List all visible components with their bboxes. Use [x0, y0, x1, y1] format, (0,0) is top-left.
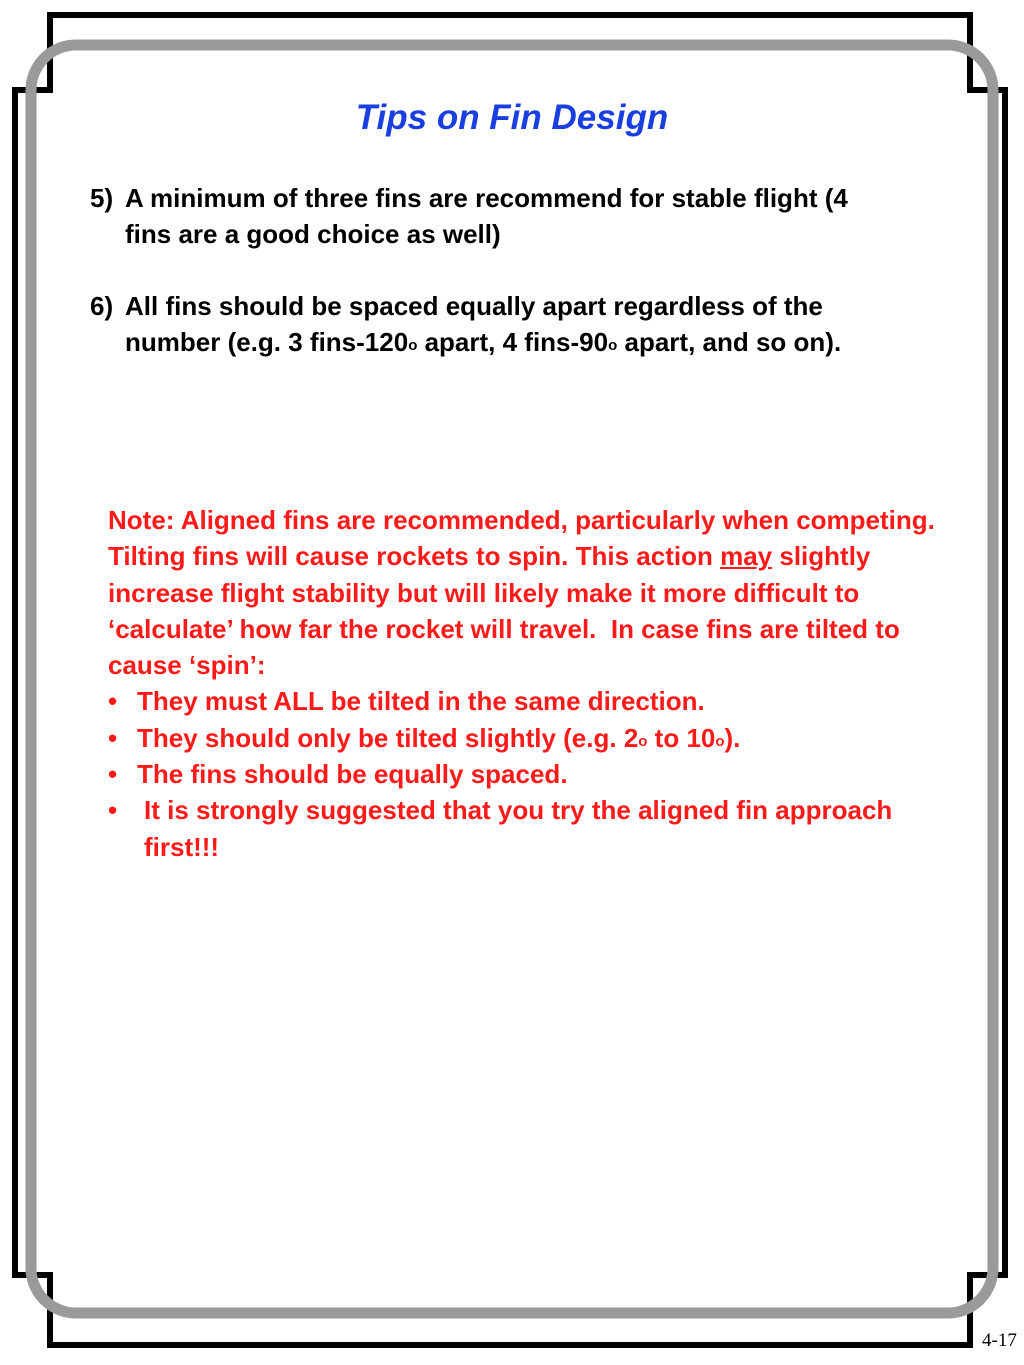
bullet-icon: •: [108, 686, 118, 717]
tip-item-5: [90, 180, 890, 252]
note-bullet: • They must ALL be tilted in the same direction.: [108, 683, 968, 719]
note-paragraph: Note: Aligned fins are recommended, particularly when competing. Tilting fins will cause rockets to spin. This action may slightly increase flight stability but will likely make it more difficult to ‘calculate’ how far the rocket will travel. In case fins are tilted to cause ‘spin’:: [108, 505, 950, 681]
note-block: [108, 502, 968, 865]
tip-text: apart, and so on).: [617, 327, 842, 357]
tips-list: [90, 180, 890, 360]
bullet-icon: •: [108, 759, 118, 790]
degree-symbol: o: [638, 732, 648, 750]
page-number: 4-17: [982, 1330, 1017, 1351]
note-bullet: • They should only be tilted slightly (e.g. 2$^o$ to 10$^o$).: [108, 720, 968, 756]
bullet-icon: •: [108, 722, 118, 753]
note-bullet: • The fins should be equally spaced.: [108, 756, 968, 792]
note-bullet: • It is strongly suggested that you try the aligned fin approach first!!!: [108, 792, 968, 865]
tip-number: 6): [90, 291, 114, 321]
tip-item-6: [90, 288, 890, 360]
page-title: Tips on Fin Design: [355, 98, 669, 137]
tip-text: A minimum of three fins are recommend for stable flight (4 fins are a good choice as well): [125, 183, 848, 249]
tip-text: All fins should be spaced equally apart regardless of the number (e.g. 3 fins-120: [125, 291, 823, 357]
degree-symbol: o: [608, 337, 618, 354]
bullet-icon: •: [108, 795, 118, 826]
tip-text: apart, 4 fins-90: [417, 327, 609, 357]
degree-symbol: o: [408, 337, 418, 354]
tip-number: 5): [90, 183, 114, 213]
underlined-word: may: [720, 541, 773, 572]
degree-symbol: o: [715, 732, 725, 750]
